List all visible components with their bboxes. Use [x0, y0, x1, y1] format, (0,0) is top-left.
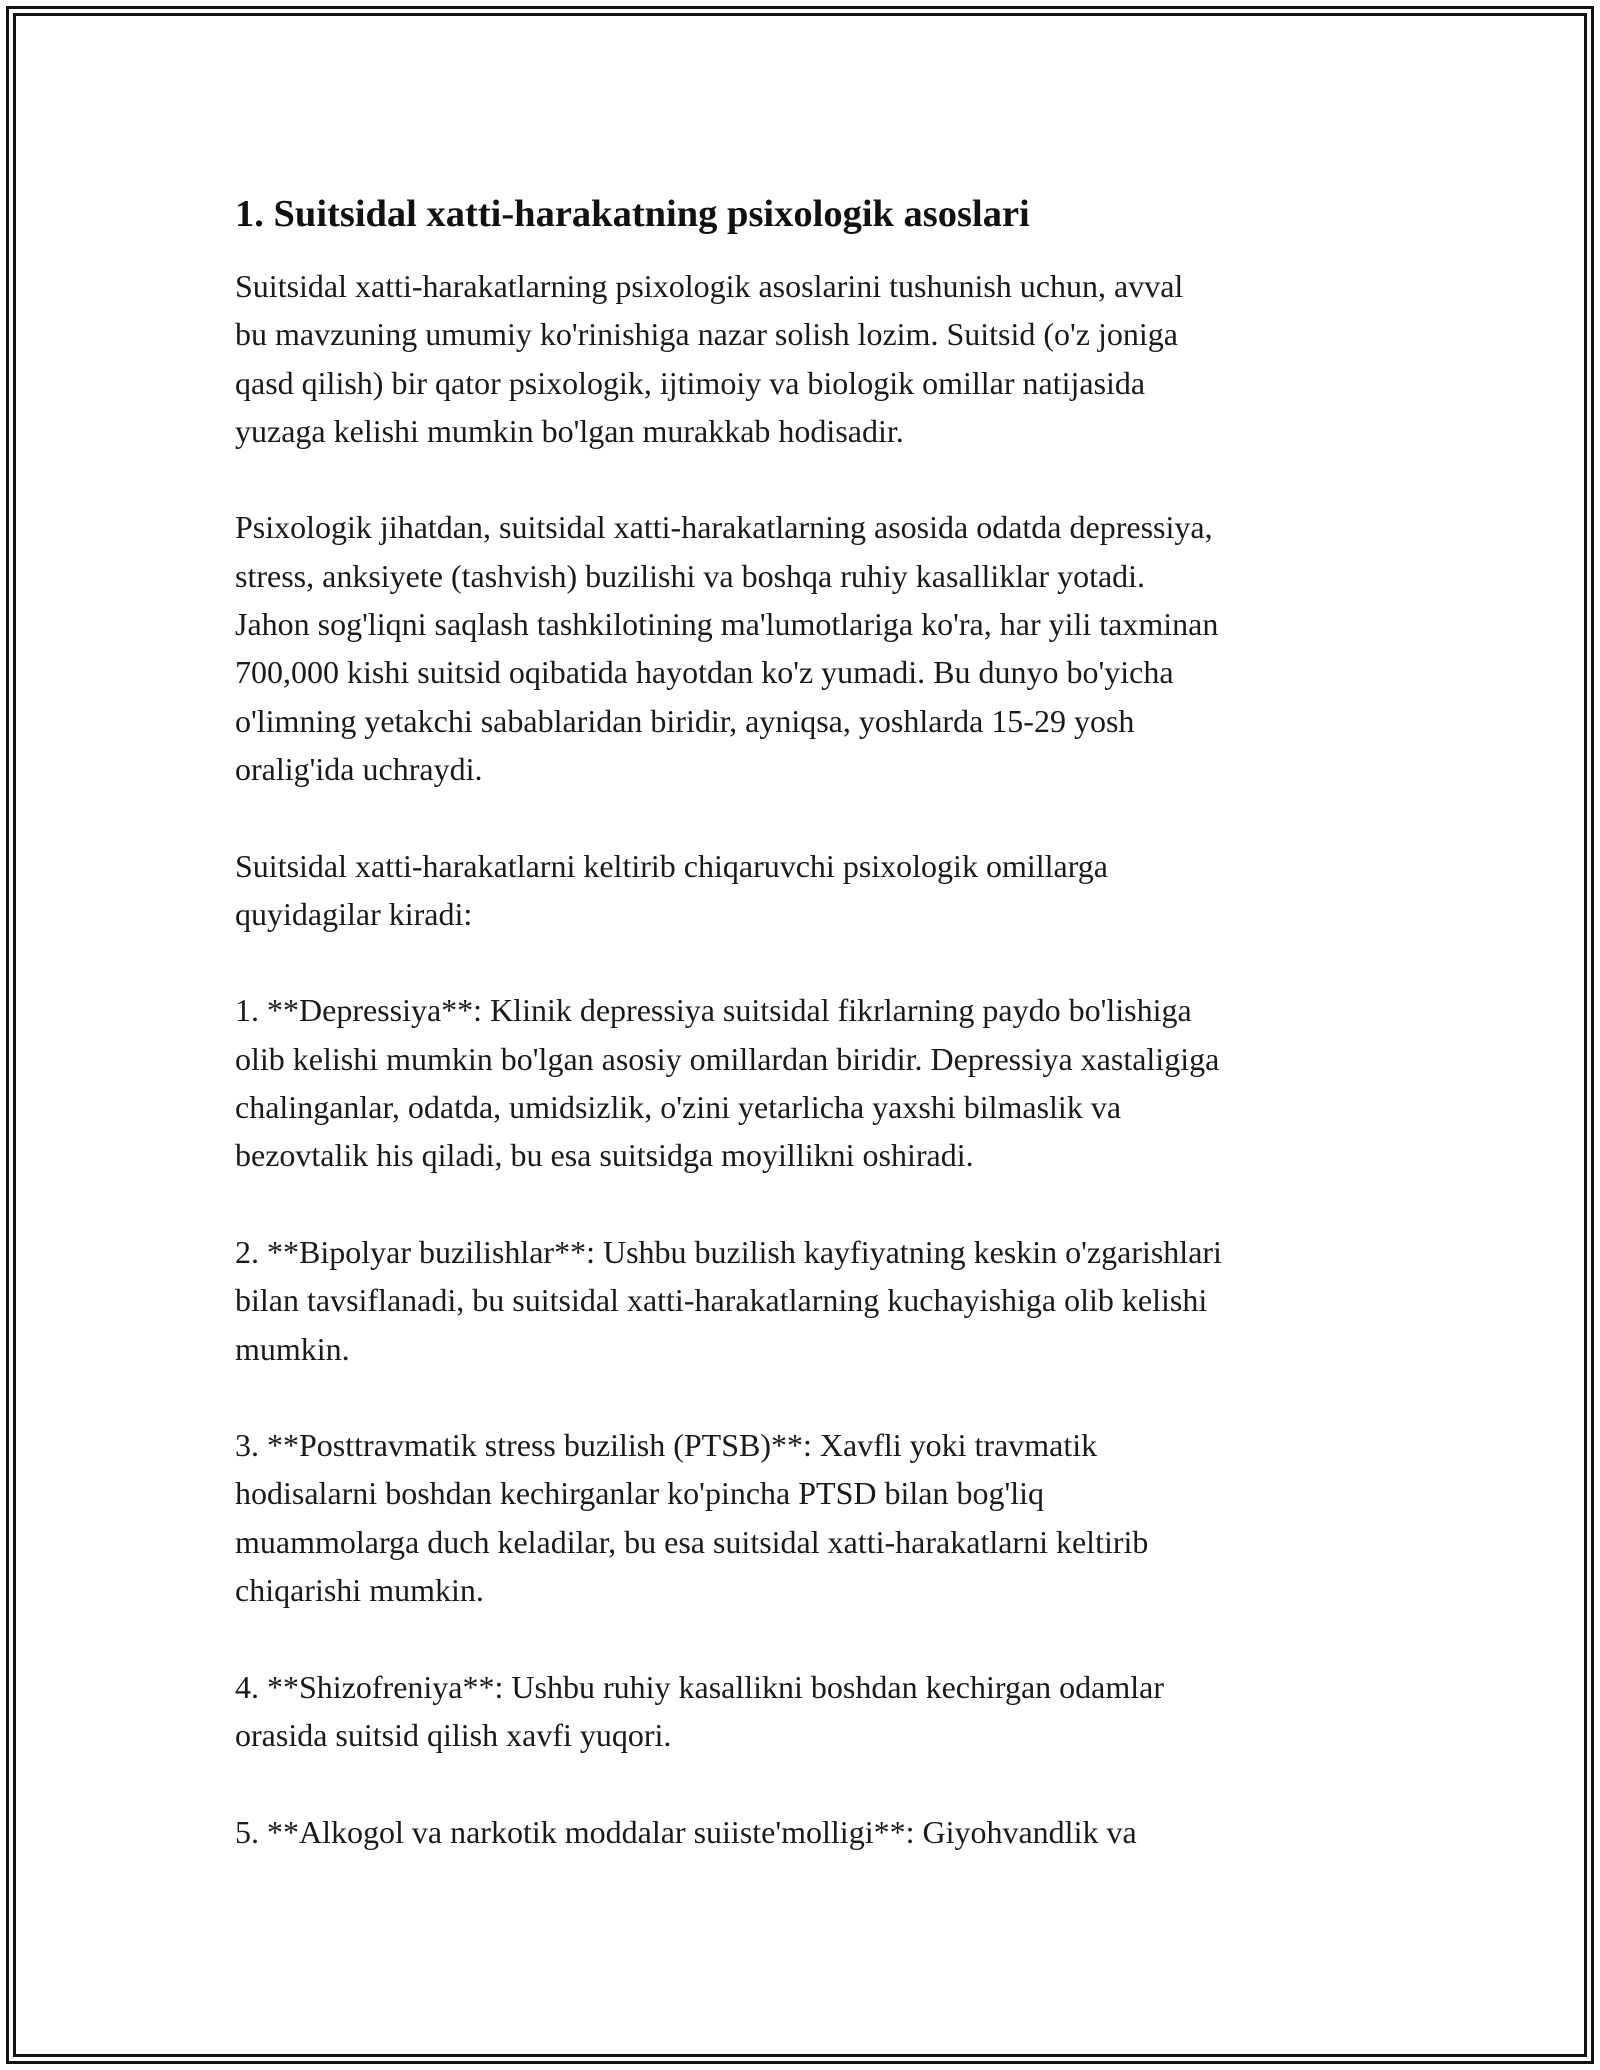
list-item-schizophrenia: 4. **Shizofreniya**: Ushbu ruhiy kasallikni boshdan kechirgan odamlar orasida suitsid qilish xavfi yuqori.	[235, 1668, 1164, 1753]
list-item-bipolar: 2. **Bipolyar buzilishlar**: Ushbu buzilish kayfiyatning keskin o'zgarishlari bilan tavsiflanadi, bu suitsidal xatti-harakatlarning kuchayishiga olib kelishi mumkin.	[235, 1233, 1222, 1367]
paragraph-psychological-aspects: Psixologik jihatdan, suitsidal xatti-harakatlarning asosida odatda depressiya, stress, anksiyete (tashvish) buzilishi va boshqa ruhiy kasalliklar yotadi. Jahon sog'liqni saqlash tashkilotining ma'lumotlariga ko'ra, har yili taxminan 700,000 kishi suitsid oqibatida hayotdan ko'z yumadi. Bu dunyo bo'yicha o'limning yetakchi sabablaridan biridir, ayniqsa, yoshlarda 15-29 yosh oralig'ida uchraydi.	[235, 509, 1219, 787]
section-heading: 1. Suitsidal xatti-harakatning psixologik asoslari	[235, 193, 1030, 235]
paragraph-intro: Suitsidal xatti-harakatlarning psixologik asoslarini tushunish uchun, avval bu mavzuning umumiy ko'rinishiga nazar solish lozim. Suitsid (o'z joniga qasd qilish) bir qator psixologik, ijtimoiy va biologik omillar natijasida yuzaga kelishi mumkin bo'lgan murakkab hodisadir.	[235, 268, 1184, 449]
list-item-depression: 1. **Depressiya**: Klinik depressiya suitsidal fikrlarning paydo bo'lishiga olib kelishi mumkin bo'lgan asosiy omillardan biridir. Depressiya xastaligiga chalinganlar, odatda, umidsizlik, o'zini yetarlicha yaxshi bilmaslik va bezovtalik his qiladi, bu esa suitsidga moyillikni oshiradi.	[235, 992, 1220, 1174]
list-item-ptsd: 3. **Posttravmatik stress buzilish (PTSB)**: Xavfli yoki travmatik hodisalarni boshdan kechirganlar ko'pincha PTSD bilan bog'liq muammolarga duch keladilar, bu esa suitsidal xatti-harakatlarni keltirib chiqarishi mumkin.	[235, 1427, 1149, 1609]
document-body	[235, 190, 1370, 1904]
list-item-substance-abuse: 5. **Alkogol va narkotik moddalar suiiste'molligi**: Giyohvandlik va	[235, 1813, 1137, 1850]
paragraph-factors-intro: Suitsidal xatti-harakatlarni keltirib chiqaruvchi psixologik omillarga quyidagilar kiradi:	[235, 847, 1108, 932]
